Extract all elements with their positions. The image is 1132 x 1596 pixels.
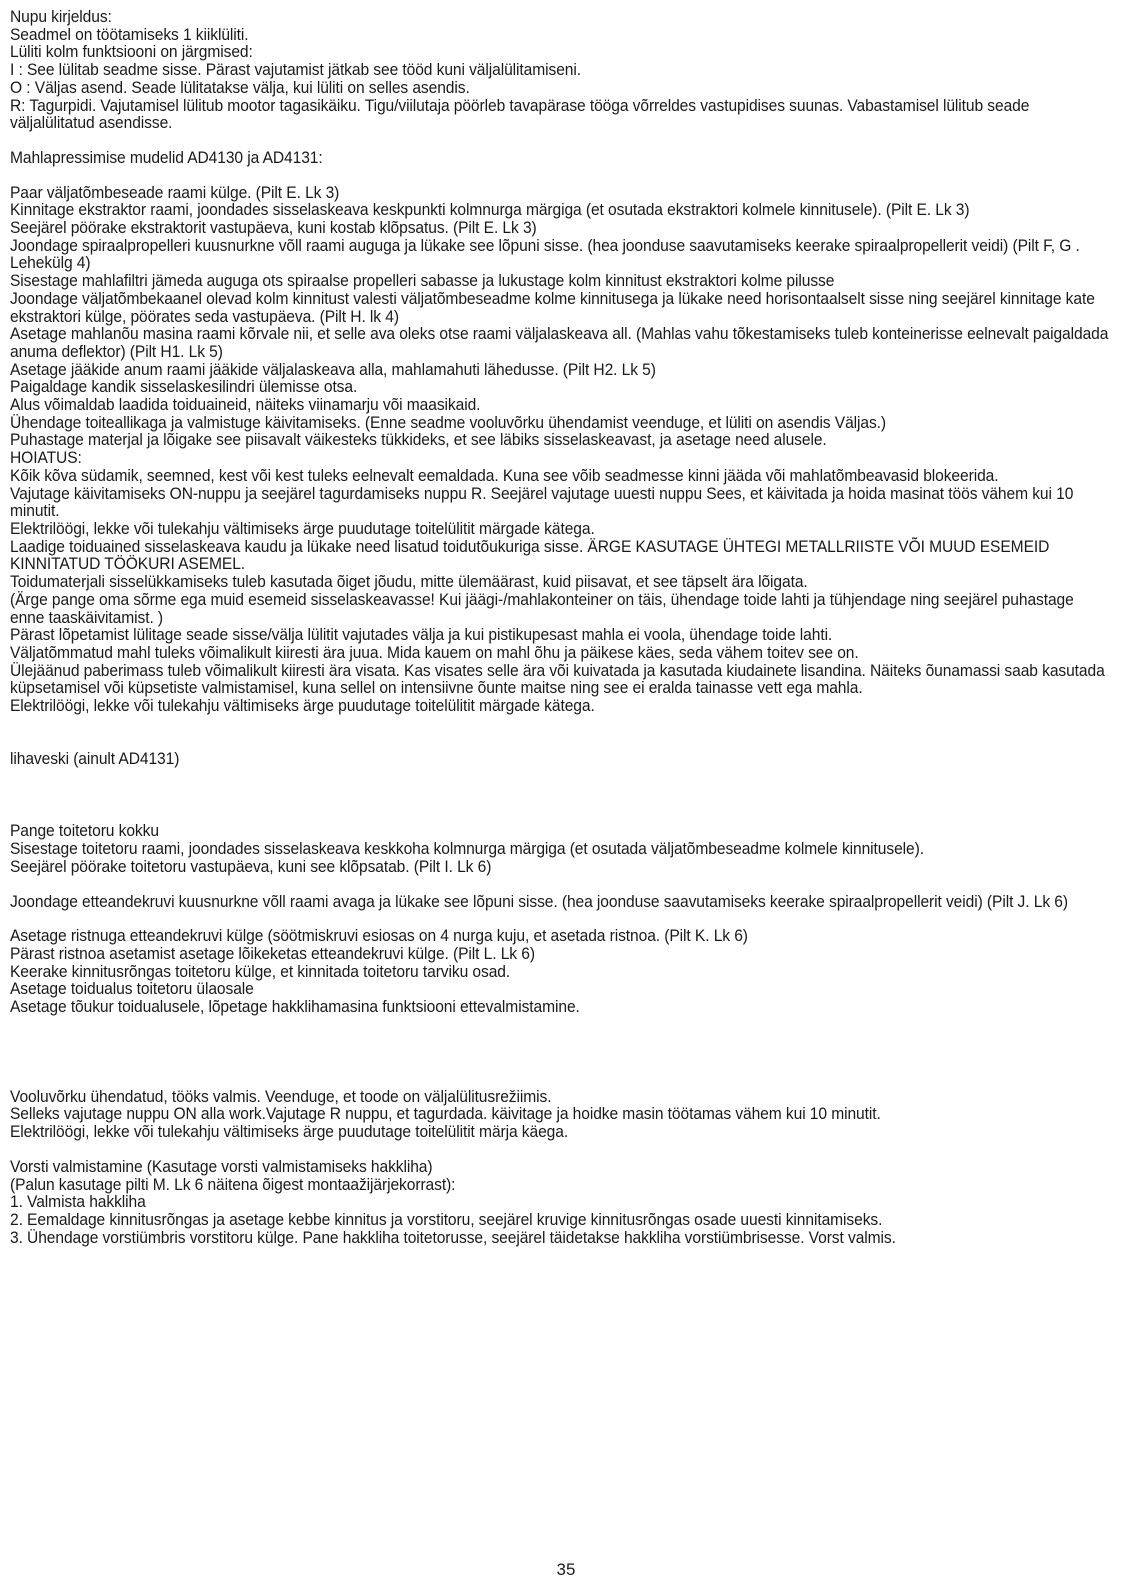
section-heading: Nupu kirjeldus: <box>10 7 112 26</box>
button-description-section <box>10 8 1110 132</box>
text-line: Joondage väljatõmbekaanel olevad kolm kinnitust valesti väljatõmbeseadme kolme kinnitusega ja lükake need horisontaalselt sisse ning seejärel kinnitage kate ekstraktori külge, pöörates seda vastupäeva. (Pilt H. lk 4) <box>10 288 1095 326</box>
text-line: Toidumaterjali sisselükkamiseks tuleb kasutada õiget jõudu, mitte ülemäärast, kuid piisavat, et see täpselt ära lõigata. <box>10 572 808 592</box>
text-line: R: Tagurpidi. Vajutamisel lülitub mootor tagasikäiku. Tigu/viilutaja pöörleb tavapärase tööga võrreldes vastupidises suunas. Vabastamisel lülitub seade väljalülitatud asendisse. <box>10 95 1030 133</box>
spacer <box>10 1016 1110 1088</box>
spacer <box>10 132 1110 149</box>
text-line: Vajutage käivitamiseks ON-nuppu ja seejärel tagurdamiseks nuppu R. Seejärel vajutage uuesti nuppu Sees, et käivitada ja hoida masinat töös vähem kui 10 minutit. <box>10 483 1074 521</box>
text-line: Asetage jääkide anum raami jääkide väljalaskeava alla, mahlamahuti lähedusse. (Pilt H2. Lk 5) <box>10 359 656 379</box>
operation-instructions <box>10 1088 1110 1141</box>
spacer <box>10 876 1110 893</box>
text-line: (Ärge pange oma sõrme ega muid esemeid sisselaskeavasse! Kui jäägi-/mahlakonteiner on täis, ühendage toide lahti ja tühjendage ning seejärel puhastage enne taaskäivitamist. ) <box>10 589 1074 627</box>
text-line: Pärast lõpetamist lülitage seade sisse/välja lülitit vajutades välja ja kui pistikupesast mahla ei voola, ühendage toide lahti. <box>10 625 833 645</box>
text-line: Ülejäänud paberimass tuleb võimalikult kiiresti ära visata. Kas visates selle ära või kuivatada ja kasutada kiudainete lisandina. Näiteks õunamassi saab kasutada küpsetamisel või küpsetiste valmistamisel, kuna sellel on intensiivne õunte maitse ning see ei eralda tainasse vett ega mahla. <box>10 660 1105 698</box>
text-line: Pange toitetoru kokku <box>10 821 159 841</box>
text-line: Seejärel pöörake ekstraktorit vastupäeva, kuni kostab klõpsatus. (Pilt E. Lk 3) <box>10 218 537 238</box>
text-line: Elektrilöögi, lekke või tulekahju vältimiseks ärge puudutage toitelülitit märgade kätega. <box>10 518 595 538</box>
text-line: Laadige toiduained sisselaskeava kaudu ja lükake need lisatud toidutõukuriga sisse. ÄRGE KASUTAGE ÜHTEGI METALLRIISTE VÕI MUUD ESEMEID KINNITATUD TÖÖKURI ASEMEL. <box>10 536 1050 574</box>
text-line: Puhastage materjal ja lõigake see piisavalt väikesteks tükkideks, et see läbiks sisselaskeavast, ja asetage need alusele. <box>10 430 827 450</box>
text-line: Pärast ristnoa asetamist asetage lõikeketas etteandekruvi külge. (Pilt L. Lk 6) <box>10 943 535 963</box>
text-line: Joondage etteandekruvi kuusnurkne võll raami avaga ja lükake see lõpuni sisse. (hea joonduse saavutamiseks keerake spiraalpropellerit veidi) (Pilt J. Lk 6) <box>10 891 1068 911</box>
spacer <box>10 167 1110 184</box>
text-line: 1. Valmista hakkliha <box>10 1192 146 1212</box>
text-line: Väljatõmmatud mahl tuleks võimalikult kiiresti ära juua. Mida kauem on mahl õhu ja päikese käes, seda vähem toitev see on. <box>10 642 859 662</box>
text-line: Selleks vajutage nuppu ON alla work.Vajutage R nuppu, et tagurdada. käivitage ja hoidke masin töötamas vähem kui 10 minutit. <box>10 1104 881 1124</box>
juicer-instructions <box>10 184 1110 715</box>
text-line: Paigaldage kandik sisselaskesilindri ülemisse otsa. <box>10 377 358 397</box>
text-line: Asetage mahlanõu masina raami kõrvale nii, et selle ava oleks otse raami väljalaskeava all. (Mahlas vahu tõkestamiseks tuleb konteinerisse eelnevalt paigaldada anuma deflektor) (Pilt H1. Lk 5) <box>10 324 1109 361</box>
spacer <box>10 715 1110 750</box>
text-line: Asetage ristnuga etteandekruvi külge (söötmiskruvi esiosas on 4 nurga kuju, et asetada ristnoa. (Pilt K. Lk 6) <box>10 926 748 946</box>
text-line: 2. Eemaldage kinnitusrõngas ja asetage kebbe kinnitus ja vorstitoru, seejärel kruvige kinnitusrõngas osade uuesti kinnitamiseks. <box>10 1209 883 1229</box>
document-body <box>10 8 1110 1246</box>
text-line: I : See lülitab seadme sisse. Pärast vajutamist jätkab see tööd kuni väljalülitamiseni. <box>10 60 581 80</box>
text-line: Asetage toidualus toitetoru ülaosale <box>10 979 254 999</box>
juicer-models-section <box>10 149 1110 167</box>
text-line: Elektrilöögi, lekke või tulekahju vältimiseks ärge puudutage toitelülitit märja käega. <box>10 1122 569 1142</box>
text-line: Seejärel pöörake toitetoru vastupäeva, kuni see klõpsatab. (Pilt I. Lk 6) <box>10 856 492 876</box>
text-line: Vooluvõrku ühendatud, tööks valmis. Veenduge, et toode on väljalülitusrežiimis. <box>10 1086 552 1106</box>
text-line: Ühendage toiteallikaga ja valmistuge käivitamiseks. (Enne seadme vooluvõrku ühendamist veenduge, et lüliti on asendis Väljas.) <box>10 412 887 432</box>
spacer <box>10 767 1110 822</box>
sausage-making-section <box>10 1158 1110 1247</box>
text-line: 3. Ühendage vorstiümbris vorstitoru külge. Pane hakkliha toitetorusse, seejärel täidetakse hakkliha vorstiümbrisesse. Vorst valmis. <box>10 1227 896 1247</box>
text-line: Kõik kõva südamik, seemned, kest või kest tuleks eelnevalt eemaldada. Kuna see võib seadmesse kinni jääda või mahlatõmbeavasid blokeerida. <box>10 465 999 485</box>
text-line: Keerake kinnitusrõngas toitetoru külge, et kinnitada toitetoru tarviku osad. <box>10 961 511 981</box>
section-heading: lihaveski (ainult AD4131) <box>10 748 180 768</box>
spacer <box>10 1141 1110 1158</box>
text-line: Elektrilöögi, lekke või tulekahju vältimiseks ärge puudutage toitelülitit märgade kätega. <box>10 696 595 716</box>
text-line: O : Väljas asend. Seade lülitatakse välja, kui lüliti on selles asendis. <box>10 77 470 97</box>
section-heading: Vorsti valmistamine (Kasutage vorsti valmistamiseks hakkliha) <box>10 1156 433 1176</box>
text-line: (Palun kasutage pilti M. Lk 6 näitena õigest montaažijärjekorrast): <box>10 1174 456 1194</box>
text-line: Asetage tõukur toidualusele, lõpetage hakklihamasina funktsiooni ettevalmistamine. <box>10 997 580 1017</box>
meat-grinder-section <box>10 750 1110 768</box>
text-line: Lüliti kolm funktsiooni on järgmised: <box>10 42 253 62</box>
cross-knife-instructions <box>10 927 1110 1016</box>
feed-screw-alignment <box>10 893 1110 911</box>
text-line: Sisestage toitetoru raami, joondades sisselaskeava keskkoha kolmnurga märgiga (et osutada väljatõmbeseadme kolmele kinnitusele). <box>10 839 924 859</box>
text-line: Seadmel on töötamiseks 1 kiiklüliti. <box>10 24 249 44</box>
spacer <box>10 910 1110 927</box>
text-line: Kinnitage ekstraktor raami, joondades sisselaskeava keskpunkti kolmnurga märgiga (et osutada ekstraktori kolmele kinnitusele). (Pilt E. Lk 3) <box>10 200 970 220</box>
text-line: Alus võimaldab laadida toiduaineid, näiteks viinamarju või maasikaid. <box>10 395 481 415</box>
text-line: Paar väljatõmbeseade raami külge. (Pilt E. Lk 3) <box>10 182 340 202</box>
warning-heading: HOIATUS: <box>10 448 82 468</box>
page-number: 35 <box>556 1560 576 1579</box>
text-line: Joondage spiraalpropelleri kuusnurkne võll raami auguga ja lükake see lõpuni sisse. (hea joonduse saavutamiseks keerake spiraalpropellerit veidi) (Pilt F, G . Lehekülg 4) <box>10 235 1080 273</box>
section-heading: Mahlapressimise mudelid AD4130 ja AD4131: <box>10 147 323 167</box>
feed-tube-assembly <box>10 822 1110 875</box>
text-line: Sisestage mahlafiltri jämeda auguga ots spiraalse propelleri sabasse ja lukustage kolm kinnitust ekstraktori kolme pilusse <box>10 271 835 291</box>
